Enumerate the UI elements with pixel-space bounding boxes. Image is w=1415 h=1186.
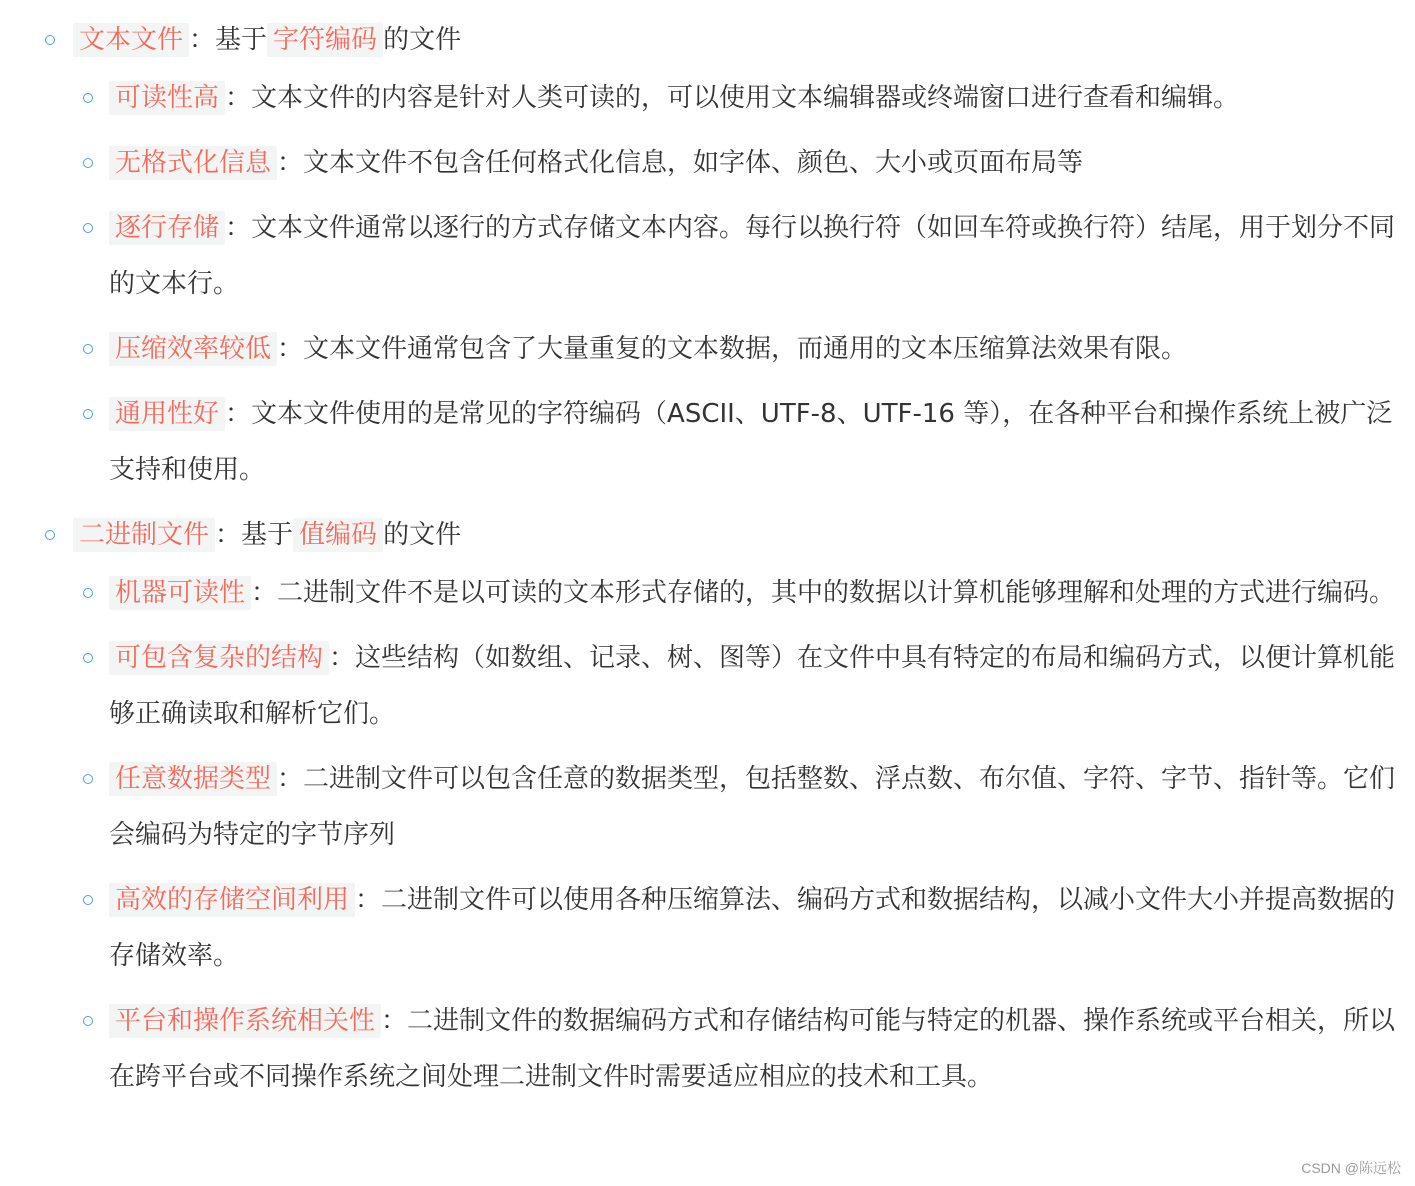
item-text: 二进制文件的数据编码方式和存储结构可能与特定的机器、操作系统或平台相关，所以在跨平台或不同操作系统之间处理二进制文件时需要适应相应的技术和工具。 bbox=[109, 1006, 1396, 1092]
inline-code-term: 可读性高 bbox=[109, 81, 225, 115]
hollow-bullet-icon bbox=[83, 895, 93, 905]
watermark: CSDN @陈远松 bbox=[1301, 1160, 1401, 1176]
hollow-bullet-icon bbox=[83, 1016, 93, 1026]
item-text: 文本文件通常以逐行的方式存储文本内容。每行以换行符（如回车符或换行符）结尾，用于划分不同的文本行。 bbox=[109, 213, 1396, 299]
inline-code-term: 文本文件 bbox=[73, 23, 189, 57]
separator: ： bbox=[189, 25, 216, 55]
separator: ： bbox=[215, 520, 242, 550]
sublist-item bbox=[109, 565, 1415, 621]
sublist-item bbox=[109, 70, 1415, 126]
hollow-bullet-icon bbox=[83, 223, 93, 233]
inline-code-term: 通用性好 bbox=[109, 397, 225, 431]
hollow-bullet-icon bbox=[45, 530, 55, 540]
list-item-binary-file bbox=[0, 507, 1415, 1105]
sublist-item bbox=[109, 200, 1415, 312]
definition-suffix: 的文件 bbox=[383, 25, 462, 55]
separator: ： bbox=[225, 399, 252, 429]
sublist-item bbox=[109, 135, 1415, 191]
separator: ： bbox=[225, 213, 252, 243]
separator: ： bbox=[225, 83, 252, 113]
hollow-bullet-icon bbox=[83, 653, 93, 663]
hollow-bullet-icon bbox=[83, 158, 93, 168]
sublist bbox=[109, 68, 1415, 498]
definition-prefix: 基于 bbox=[241, 520, 294, 550]
hollow-bullet-icon bbox=[83, 409, 93, 419]
hollow-bullet-icon bbox=[83, 588, 93, 598]
sublist-item bbox=[109, 630, 1415, 742]
item-text: 二进制文件可以包含任意的数据类型，包括整数、浮点数、布尔值、字符、字节、指针等。它们会编码为特定的字节序列 bbox=[109, 764, 1396, 850]
definition-suffix: 的文件 bbox=[383, 520, 462, 550]
separator: ： bbox=[251, 578, 278, 608]
inline-code-term: 压缩效率较低 bbox=[109, 332, 277, 366]
sublist-item bbox=[109, 386, 1415, 498]
item-text: 这些结构（如数组、记录、树、图等）在文件中具有特定的布局和编码方式，以便计算机能够正确读取和解析它们。 bbox=[109, 643, 1396, 729]
separator: ： bbox=[277, 764, 304, 794]
inline-code-term: 任意数据类型 bbox=[109, 762, 277, 796]
sublist-item bbox=[109, 993, 1415, 1105]
sublist-item bbox=[109, 751, 1415, 863]
inline-code-term: 逐行存储 bbox=[109, 211, 225, 245]
list-item-text-file bbox=[0, 12, 1415, 498]
separator: ： bbox=[277, 148, 304, 178]
inline-code-term: 机器可读性 bbox=[109, 576, 251, 610]
sublist bbox=[109, 563, 1415, 1105]
definition-prefix: 基于 bbox=[215, 25, 268, 55]
item-text: 文本文件通常包含了大量重复的文本数据，而通用的文本压缩算法效果有限。 bbox=[303, 334, 1188, 364]
hollow-bullet-icon bbox=[83, 344, 93, 354]
item-text: 文本文件的内容是针对人类可读的，可以使用文本编辑器或终端窗口进行查看和编辑。 bbox=[251, 83, 1240, 113]
separator: ： bbox=[329, 643, 356, 673]
sublist-item bbox=[109, 872, 1415, 984]
inline-code-highlight: 字符编码 bbox=[267, 23, 383, 57]
item-text: 二进制文件不是以可读的文本形式存储的，其中的数据以计算机能够理解和处理的方式进行编码。 bbox=[277, 578, 1396, 608]
inline-code-term: 可包含复杂的结构 bbox=[109, 641, 329, 675]
hollow-bullet-icon bbox=[83, 93, 93, 103]
inline-code-term: 无格式化信息 bbox=[109, 146, 277, 180]
separator: ： bbox=[277, 334, 304, 364]
item-text: 文本文件不包含任何格式化信息，如字体、颜色、大小或页面布局等 bbox=[303, 148, 1084, 178]
sublist-item bbox=[109, 321, 1415, 377]
separator: ： bbox=[381, 1006, 408, 1036]
inline-code-term: 平台和操作系统相关性 bbox=[109, 1004, 381, 1038]
inline-code-term: 高效的存储空间利用 bbox=[109, 883, 355, 917]
separator: ： bbox=[355, 885, 382, 915]
item-text: 二进制文件可以使用各种压缩算法、编码方式和数据结构，以减小文件大小并提高数据的存储效率。 bbox=[109, 885, 1396, 971]
hollow-bullet-icon bbox=[83, 774, 93, 784]
item-text: 文本文件使用的是常见的字符编码（ASCII、UTF-8、UTF-16 等），在各种平台和操作系统上被广泛支持和使用。 bbox=[109, 399, 1393, 485]
hollow-bullet-icon bbox=[45, 35, 55, 45]
inline-code-term: 二进制文件 bbox=[73, 518, 215, 552]
inline-code-highlight: 值编码 bbox=[293, 518, 383, 552]
